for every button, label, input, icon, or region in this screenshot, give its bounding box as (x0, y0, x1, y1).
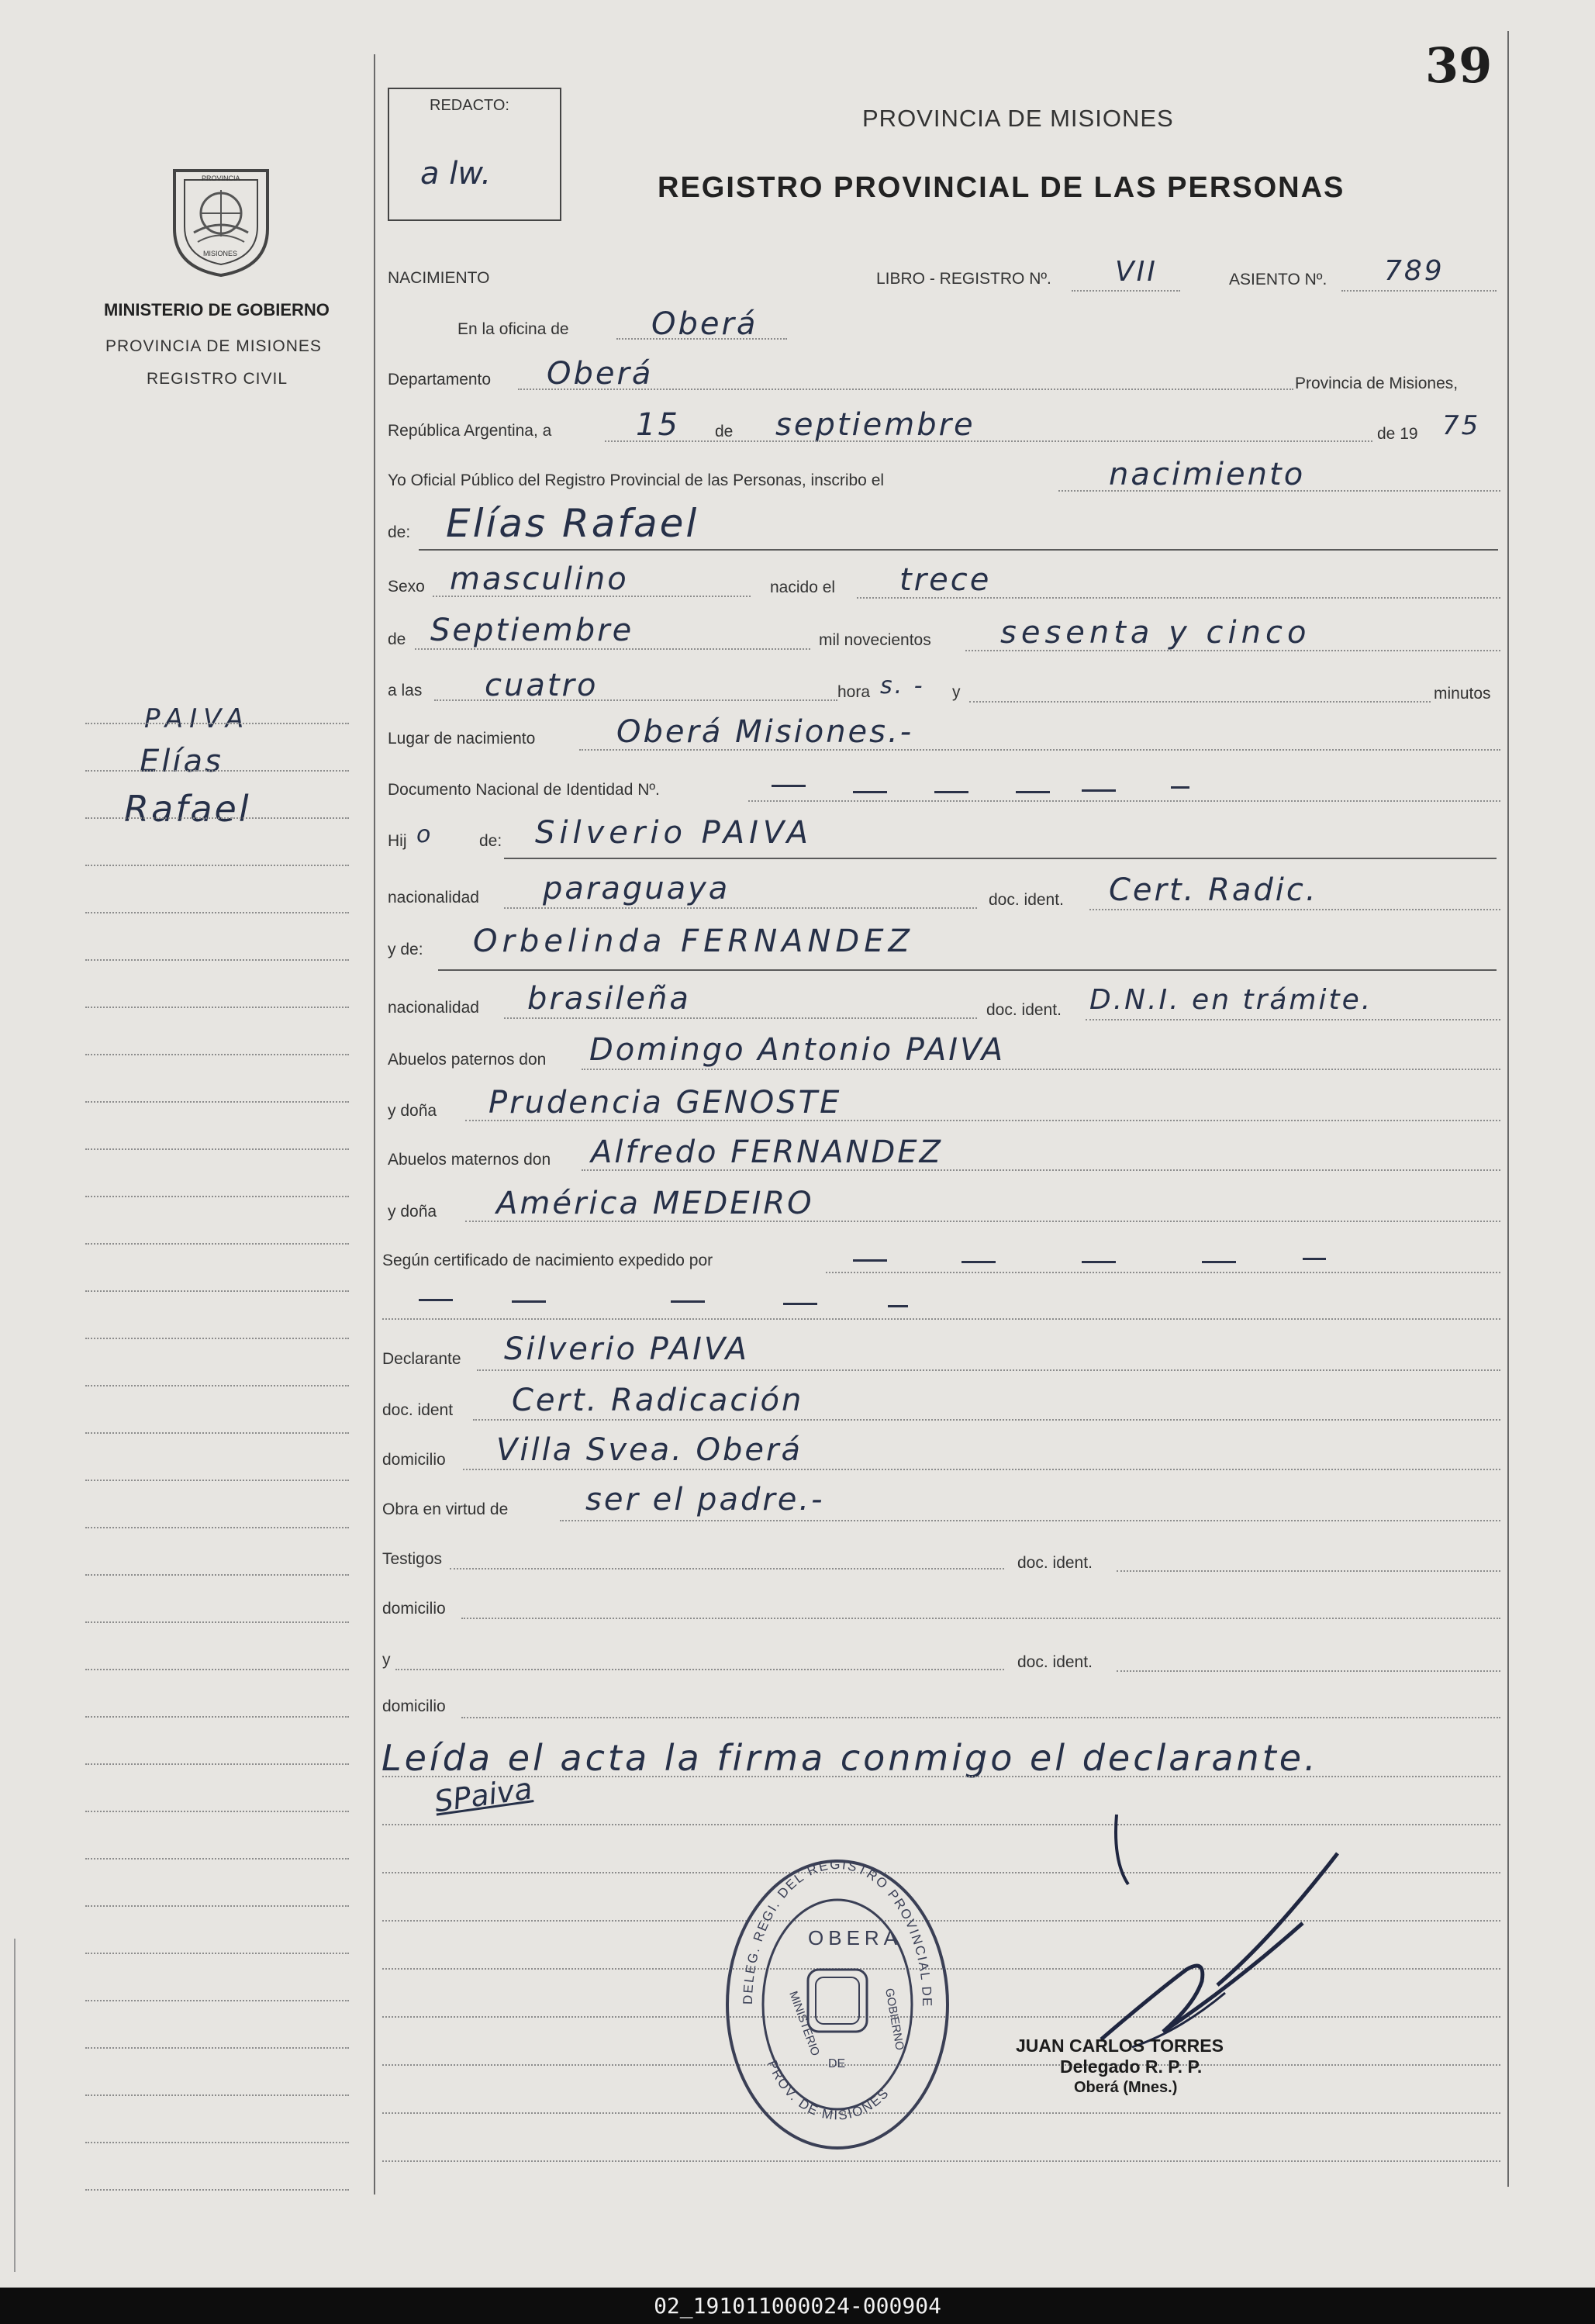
doc-father-value: Cert. Radic. (1109, 872, 1318, 908)
abuelos-paternos-label: Abuelos paternos don (388, 1051, 547, 1069)
doc-father-label: doc. ident. (989, 891, 1064, 909)
declarant-signature: SPaiva (432, 1771, 535, 1819)
obra-line (560, 1520, 1500, 1521)
departamento-value: Oberá (547, 356, 654, 392)
domicilio-testigo2-line (461, 1717, 1500, 1718)
margin-rule (85, 1432, 349, 1434)
oficina-line (616, 338, 787, 340)
birth-month-de-label: de (388, 630, 406, 648)
margin-rule (85, 1243, 349, 1245)
doc-declarante-line (473, 1419, 1500, 1421)
abuela-materna-line (465, 1221, 1500, 1222)
nacido-line (857, 597, 1500, 599)
margin-rule (85, 2094, 349, 2096)
segun-dash (671, 1300, 705, 1303)
abuela-materna-value: América MEDEIRO (496, 1186, 814, 1221)
page-number: 39 (1425, 37, 1493, 94)
doc-mother-label: doc. ident. (986, 1001, 1062, 1019)
lugar-line (579, 749, 1500, 751)
segun-line-2 (382, 1318, 1500, 1320)
province-seal (163, 155, 279, 279)
margin-rule (85, 1101, 349, 1103)
y-testigo-label: y (382, 1651, 391, 1669)
libro-value: VII (1115, 256, 1158, 288)
alas-value: cuatro (485, 668, 599, 703)
abuelos-maternos-label: Abuelos maternos don (388, 1151, 551, 1169)
father-line (504, 858, 1497, 859)
right-frame-line (1507, 31, 1509, 2187)
abuela-paterna-value: Prudencia GENOSTE (489, 1085, 842, 1121)
declarante-value: Silverio PAIVA (504, 1331, 749, 1367)
obra-value: ser el padre.- (585, 1482, 825, 1518)
stamp-top-text: OBERA (808, 1926, 903, 1949)
asiento-line (1341, 290, 1497, 292)
margin-rule (85, 1716, 349, 1718)
segun-dash (961, 1261, 996, 1263)
abuela-paterna-line (465, 1120, 1500, 1121)
asiento-value: 789 (1384, 255, 1445, 287)
margin-first-name: Elías (140, 744, 223, 779)
margin-rule (85, 1338, 349, 1339)
segun-dash (1082, 1261, 1116, 1263)
lugar-label: Lugar de nacimiento (388, 730, 536, 748)
mil-value: sesenta y cinco (1000, 615, 1311, 651)
stamp-inner-right: GOBIERNO (882, 1987, 906, 2052)
sexo-line (433, 596, 751, 597)
registry-title: REGISTRO PROVINCIAL DE LAS PERSONAS (658, 171, 1345, 204)
official-place: Oberá (Mnes.) (1074, 2079, 1178, 2096)
provincia-suffix: Provincia de Misiones, (1295, 375, 1459, 392)
domicilio-testigo-label: domicilio (382, 1600, 446, 1618)
alas-label: a las (388, 682, 423, 699)
segun-dash (512, 1300, 546, 1303)
birth-month-line (415, 648, 810, 650)
margin-rule (85, 2000, 349, 2001)
margin-rule (85, 865, 349, 866)
dni-dash (1082, 789, 1116, 792)
mil-line (965, 650, 1500, 651)
doc-declarante-value: Cert. Radicación (512, 1383, 804, 1418)
stamp-inner-de: DE (828, 2057, 846, 2070)
name-line (419, 549, 1498, 551)
oficial-label: Yo Oficial Público del Registro Provincial de las Personas, inscribo el (388, 471, 885, 489)
nacido-value: trece (899, 562, 992, 598)
testigos-doc-line (1117, 1570, 1500, 1572)
margin-rule (85, 2189, 349, 2191)
margin-rule (85, 1148, 349, 1150)
seal-top-text: PROVINCIA (202, 174, 240, 182)
departamento-label: Departamento (388, 371, 492, 388)
doc-mother-line (1086, 1019, 1500, 1020)
margin-rule (85, 770, 349, 772)
nacido-label: nacido el (770, 578, 836, 596)
obra-label: Obra en virtud de (382, 1500, 509, 1518)
dni-dash (1016, 791, 1050, 793)
doc-declarante-label: doc. ident (382, 1401, 454, 1419)
segun-dash (1303, 1258, 1326, 1260)
margin-rule (85, 1574, 349, 1576)
inscribo-line (1058, 490, 1500, 492)
dni-dash (1171, 786, 1189, 789)
page-edge-line (14, 1939, 16, 2272)
hora-label: hora (837, 683, 871, 701)
oficina-value: Oberá (651, 306, 758, 342)
nacionalidad-mother-label: nacionalidad (388, 999, 479, 1017)
domicilio-declarante-line (463, 1469, 1500, 1470)
y-de-label: y de: (388, 941, 423, 958)
domicilio-testigo-line (461, 1618, 1500, 1619)
margin-rule (85, 1007, 349, 1008)
margin-rule (85, 1905, 349, 1907)
left-province-name: PROVINCIA DE MISIONES (105, 337, 322, 355)
margin-rule (85, 2047, 349, 2049)
sexo-value: masculino (450, 561, 629, 597)
document-id: 02_191011000024-000904 (654, 2293, 941, 2319)
seal-bottom-text: MISIONES (203, 250, 238, 257)
year-value: 75 (1442, 410, 1481, 441)
dni-line (748, 800, 1500, 802)
margin-rule (85, 2142, 349, 2143)
margin-rule (85, 1811, 349, 1812)
abuelo-paterno-line (582, 1069, 1500, 1070)
de-name-label: de: (388, 523, 411, 541)
y-label: y (952, 683, 961, 701)
nacionalidad-father-label: nacionalidad (388, 889, 479, 906)
hora-value: s. - (880, 672, 925, 699)
nacionalidad-mother-line (504, 1017, 977, 1019)
mother-line (438, 969, 1497, 971)
inscribo-value: nacimiento (1109, 457, 1306, 492)
redacto-initials: a lw. (420, 156, 492, 192)
date-line (605, 440, 1372, 442)
margin-rule (85, 1196, 349, 1197)
margin-rule (85, 1621, 349, 1623)
declarante-label: Declarante (382, 1350, 461, 1368)
province-header: PROVINCIA DE MISIONES (862, 105, 1174, 132)
margin-rule (85, 723, 349, 724)
alas-line (434, 699, 837, 701)
official-title: Delegado R. P. P. (1060, 2056, 1203, 2077)
closing-statement: Leída el acta la firma conmigo el declarante. (381, 1737, 1319, 1779)
dni-dash (772, 785, 806, 787)
asiento-label: ASIENTO Nº. (1229, 271, 1327, 288)
margin-rule (85, 1385, 349, 1386)
dni-dash (934, 791, 968, 793)
dni-label: Documento Nacional de Identidad Nº. (388, 781, 660, 799)
testigos-label: Testigos (382, 1550, 443, 1568)
delegation-stamp (721, 1853, 954, 2156)
birth-month-value: Septiembre (430, 613, 634, 648)
dona-materna-label: y doña (388, 1203, 437, 1221)
y-testigo-line (395, 1669, 1004, 1670)
domicilio-declarante-label: domicilio (382, 1451, 446, 1469)
hijo-suffix: o (416, 821, 433, 848)
domicilio-testigo2-label: domicilio (382, 1697, 446, 1715)
margin-rule (85, 1763, 349, 1765)
dni-dash (853, 791, 887, 793)
segun-dash (783, 1303, 817, 1305)
segun-dash (419, 1299, 453, 1301)
margin-rule (85, 1290, 349, 1292)
margin-rule (85, 1054, 349, 1055)
father-value: Silverio PAIVA (535, 815, 813, 851)
margin-rule (85, 959, 349, 961)
margin-surname: PAIVA (144, 703, 250, 734)
margin-rule (85, 1858, 349, 1860)
margin-rule (85, 1480, 349, 1481)
segun-dash (888, 1305, 908, 1307)
abuelo-paterno-value: Domingo Antonio PAIVA (589, 1032, 1006, 1068)
margin-second-name: Rafael (124, 788, 251, 830)
registered-name-value: Elías Rafael (446, 501, 699, 546)
hijo-de-label: de: (479, 832, 502, 850)
body-rule (382, 1776, 1500, 1777)
month-value: septiembre (775, 407, 975, 443)
mil-label: mil novecientos (819, 631, 931, 649)
segun-dash (853, 1259, 887, 1262)
republica-label: República Argentina, a (388, 422, 552, 440)
libro-label: LIBRO - REGISTRO Nº. (876, 270, 1051, 288)
sexo-label: Sexo (388, 578, 425, 596)
declarante-line (477, 1369, 1500, 1371)
margin-rule (85, 1953, 349, 1954)
libro-line (1072, 290, 1180, 292)
testigos-line (450, 1568, 1004, 1569)
month-de-label: de (715, 423, 734, 440)
y-testigo-doc-label: doc. ident. (1017, 1653, 1093, 1671)
dona-paterna-label: y doña (388, 1102, 437, 1120)
body-rule (382, 2160, 1500, 2162)
abuelo-materno-value: Alfredo FERNANDEZ (591, 1134, 943, 1170)
margin-rule (85, 1669, 349, 1670)
doc-mother-value: D.N.I. en trámite. (1089, 984, 1373, 1016)
y-testigo-doc-line (1117, 1670, 1500, 1672)
redacto-label: REDACTO: (430, 97, 509, 114)
segun-label: Según certificado de nacimiento expedido por (382, 1252, 713, 1269)
ministry-name: MINISTERIO DE GOBIERNO (104, 300, 330, 319)
day-value: 15 (636, 407, 680, 443)
official-name: JUAN CARLOS TORRES (1016, 2036, 1224, 2056)
left-frame-line (374, 54, 375, 2195)
hijo-label: Hij (388, 832, 407, 850)
segun-dash (1202, 1261, 1236, 1263)
oficina-label: En la oficina de (457, 320, 569, 338)
stamp-inner-left: MINISTERIO (786, 1989, 823, 2058)
civil-registry-name: REGISTRO CIVIL (147, 370, 288, 388)
stamp-ring-text: DELEG. REGI. DEL REGISTRO PROVINCIAL DE (740, 1856, 935, 2008)
lugar-value: Oberá Misiones.- (616, 714, 914, 750)
abuelo-materno-line (582, 1169, 1500, 1171)
footer-bar (0, 2288, 1595, 2324)
departamento-line (518, 388, 1293, 390)
testigos-doc-label: doc. ident. (1017, 1554, 1093, 1572)
nacionalidad-father-line (504, 907, 977, 909)
margin-rule (85, 817, 349, 819)
redacto-box (388, 88, 561, 221)
stamp-bottom-text: PROV. DE MISIONES (765, 2058, 892, 2123)
nacionalidad-father-value: paraguaya (543, 871, 730, 906)
nacionalidad-mother-value: brasileña (527, 981, 691, 1017)
year-label: de 19 (1377, 425, 1418, 443)
mother-value: Orbelinda FERNANDEZ (473, 924, 914, 959)
record-type-label: NACIMIENTO (388, 269, 490, 287)
domicilio-declarante-value: Villa Svea. Oberá (496, 1432, 803, 1468)
margin-rule (85, 912, 349, 913)
margin-rule (85, 1527, 349, 1528)
doc-father-line (1089, 909, 1500, 910)
minutos-label: minutos (1434, 685, 1491, 703)
segun-line (826, 1272, 1500, 1273)
minutos-line (969, 701, 1431, 703)
